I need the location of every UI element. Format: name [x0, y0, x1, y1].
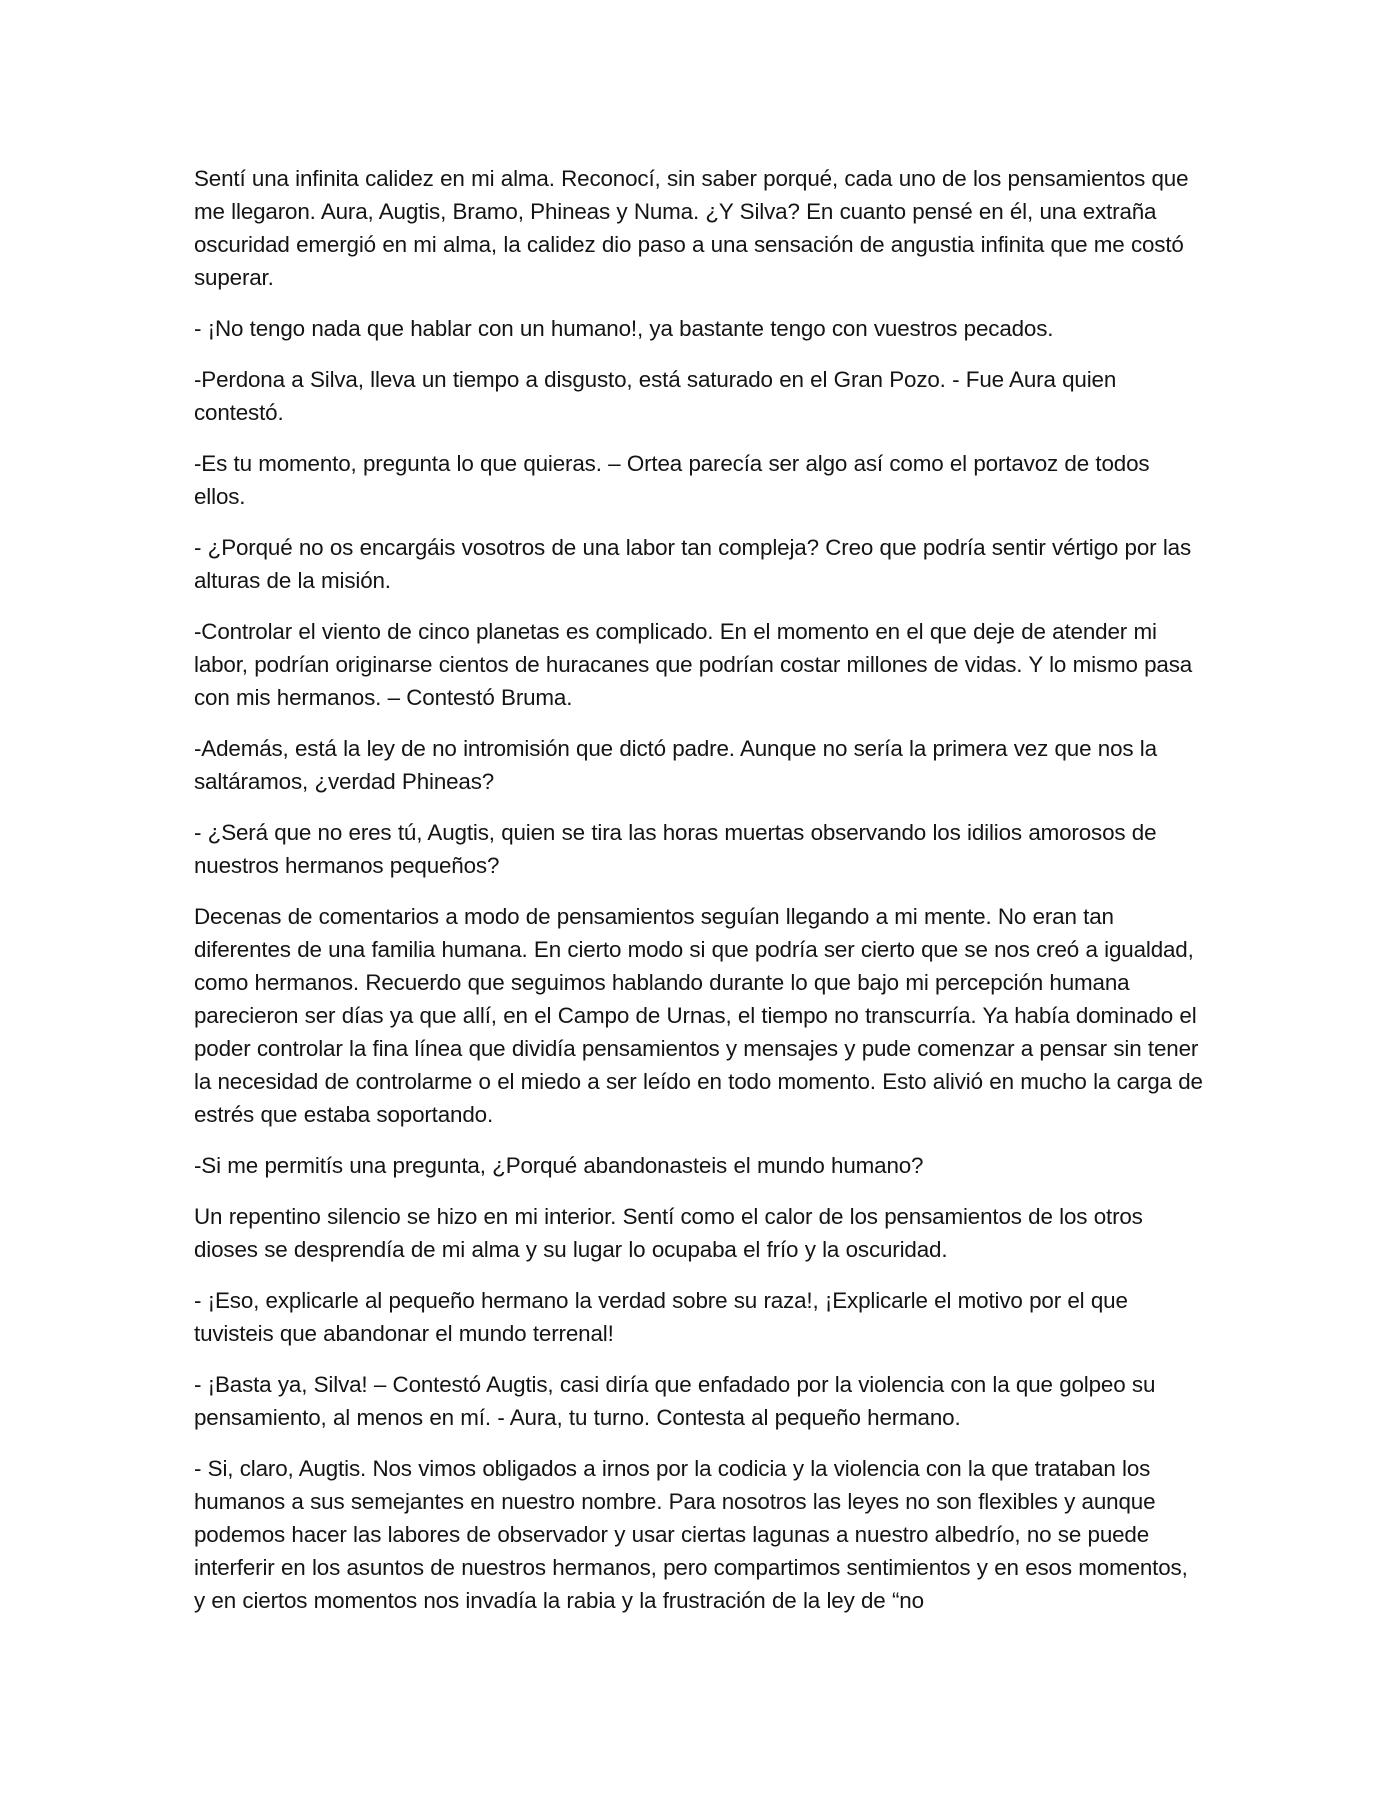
paragraph: -Si me permitís una pregunta, ¿Porqué abandonasteis el mundo humano?	[194, 1153, 924, 1178]
paragraph: Sentí una infinita calidez en mi alma. Reconocí, sin saber porqué, cada uno de los pensamientos que me llegaron. Aura, Augtis, Bramo, Phineas y Numa. ¿Y Silva? En cuanto pensé en él, una extraña oscuridad emergió en mi alma, la calidez dio paso a una sensación de angustia infinita que me costó superar.	[194, 166, 1189, 290]
paragraph: -Además, está la ley de no intromisión que dictó padre. Aunque no sería la primera vez que nos la saltáramos, ¿verdad Phineas?	[194, 736, 1157, 794]
document-body	[194, 162, 1204, 1635]
paragraph: Un repentino silencio se hizo en mi interior. Sentí como el calor de los pensamientos de los otros dioses se desprendía de mi alma y su lugar lo ocupaba el frío y la oscuridad.	[194, 1204, 1143, 1262]
paragraph: - ¡Basta ya, Silva! – Contestó Augtis, casi diría que enfadado por la violencia con la que golpeo su pensamiento, al menos en mí. - Aura, tu turno. Contesta al pequeño hermano.	[194, 1372, 1156, 1430]
paragraph: -Es tu momento, pregunta lo que quieras. – Ortea parecía ser algo así como el portavoz de todos ellos.	[194, 451, 1150, 509]
paragraph: - Si, claro, Augtis. Nos vimos obligados a irnos por la codicia y la violencia con la que trataban los humanos a sus semejantes en nuestro nombre. Para nosotros las leyes no son flexibles y aunque podemos hacer las labores de observador y usar ciertas lagunas a nuestro albedrío, no se puede interferir en los asuntos de nuestros hermanos, pero compartimos sentimientos y en esos momentos, y en ciertos momentos nos invadía la rabia y la frustración de la ley de “no	[194, 1456, 1188, 1613]
paragraph: - ¡Eso, explicarle al pequeño hermano la verdad sobre su raza!, ¡Explicarle el motivo por el que tuvisteis que abandonar el mundo terrenal!	[194, 1288, 1128, 1346]
paragraph: -Perdona a Silva, lleva un tiempo a disgusto, está saturado en el Gran Pozo. - Fue Aura quien contestó.	[194, 367, 1117, 425]
paragraph: Decenas de comentarios a modo de pensamientos seguían llegando a mi mente. No eran tan diferentes de una familia humana. En cierto modo si que podría ser cierto que se nos creó a igualdad, como hermanos. Recuerdo que seguimos hablando durante lo que bajo mi percepción humana parecieron ser días ya que allí, en el Campo de Urnas, el tiempo no transcurría. Ya había dominado el poder controlar la fina línea que dividía pensamientos y mensajes y pude comenzar a pensar sin tener la necesidad de controlarme o el miedo a ser leído en todo momento. Esto alivió en mucho la carga de estrés que estaba soportando.	[194, 904, 1203, 1127]
paragraph: - ¿Porqué no os encargáis vosotros de una labor tan compleja? Creo que podría sentir vértigo por las alturas de la misión.	[194, 535, 1192, 593]
paragraph: - ¡No tengo nada que hablar con un humano!, ya bastante tengo con vuestros pecados.	[194, 316, 1054, 341]
paragraph: - ¿Será que no eres tú, Augtis, quien se tira las horas muertas observando los idilios amorosos de nuestros hermanos pequeños?	[194, 820, 1157, 878]
paragraph: -Controlar el viento de cinco planetas es complicado. En el momento en el que deje de atender mi labor, podrían originarse cientos de huracanes que podrían costar millones de vidas. Y lo mismo pasa con mis hermanos. – Contestó Bruma.	[194, 619, 1193, 710]
